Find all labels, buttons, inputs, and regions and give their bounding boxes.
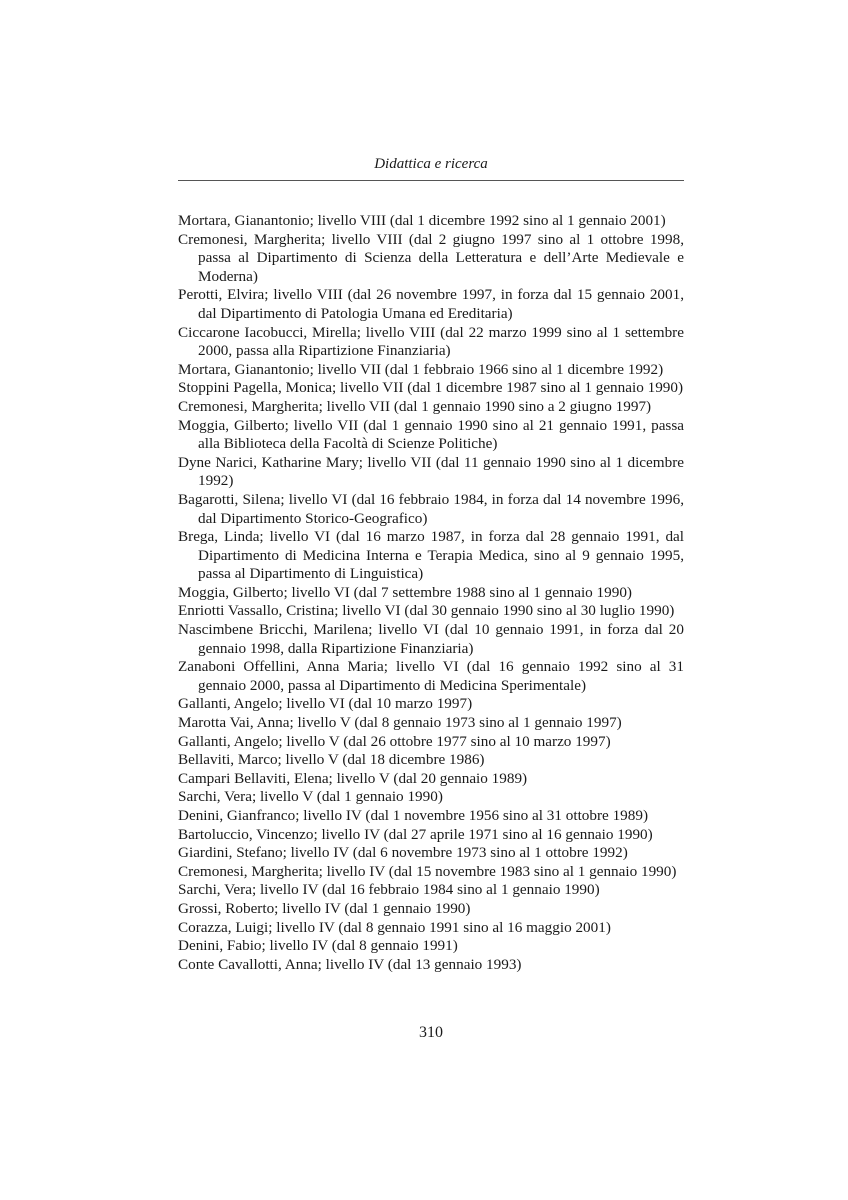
list-item: Moggia, Gilberto; livello VII (dal 1 gennaio 1990 sino al 21 gennaio 1991, passa alla Biblioteca della Facoltà di Scienze Politiche): [178, 416, 684, 453]
list-item: Mortara, Gianantonio; livello VII (dal 1 febbraio 1966 sino al 1 dicembre 1992): [178, 360, 664, 378]
list-item: Nascimbene Bricchi, Marilena; livello VI (dal 10 gennaio 1991, in forza dal 20 gennaio 1998, dalla Ripartizione Finanziaria): [178, 621, 684, 657]
list-item: Grossi, Roberto; livello IV (dal 1 gennaio 1990): [178, 899, 471, 917]
list-item: Mortara, Gianantonio; livello VIII (dal 1 dicembre 1992 sino al 1 gennaio 2001): [178, 212, 666, 229]
list-item: Giardini, Stefano; livello IV (dal 6 novembre 1973 sino al 1 ottobre 1992): [178, 844, 628, 862]
list-item: Stoppini Pagella, Monica; livello VII (dal 1 dicembre 1987 sino al 1 gennaio 1990): [178, 379, 684, 397]
page-number: 310: [419, 1024, 443, 1041]
list-item: Cremonesi, Margherita; livello VIII (dal 2 giugno 1997 sino al 1 ottobre 1998, passa al Dipartimento di Scienza della Letteratura e dell’Arte Medievale e Moderna): [178, 230, 684, 285]
header-rule: [178, 180, 684, 181]
list-item: Denini, Gianfranco; livello IV (dal 1 novembre 1956 sino al 31 ottobre 1989): [178, 807, 649, 824]
list-item: Cremonesi, Margherita; livello IV (dal 15 novembre 1983 sino al 1 gennaio 1990): [178, 862, 677, 880]
list-item: Bartoluccio, Vincenzo; livello IV (dal 27 aprile 1971 sino al 16 gennaio 1990): [178, 825, 653, 843]
list-item: Denini, Fabio; livello IV (dal 8 gennaio 1991): [178, 937, 458, 955]
list-item: Gallanti, Angelo; livello VI (dal 10 marzo 1997): [178, 695, 473, 713]
list-item: Conte Cavallotti, Anna; livello IV (dal 13 gennaio 1993): [178, 955, 522, 973]
list-item: Cremonesi, Margherita; livello VII (dal 1 gennaio 1990 sino a 2 giugno 1997): [178, 397, 652, 415]
list-item: Corazza, Luigi; livello IV (dal 8 gennaio 1991 sino al 16 maggio 2001): [178, 918, 611, 936]
staff-entry-list: [178, 212, 684, 974]
list-item: Campari Bellaviti, Elena; livello V (dal 20 gennaio 1989): [178, 769, 528, 787]
list-item: Bellaviti, Marco; livello V (dal 18 dicembre 1986): [178, 751, 485, 769]
list-item: Dyne Narici, Katharine Mary; livello VII (dal 11 gennaio 1990 sino al 1 dicembre 1992): [178, 453, 684, 490]
list-item: Perotti, Elvira; livello VIII (dal 26 novembre 1997, in forza dal 15 gennaio 2001, dal Dipartimento di Patologia Umana ed Ereditaria): [178, 286, 684, 322]
list-item: Sarchi, Vera; livello IV (dal 16 febbraio 1984 sino al 1 gennaio 1990): [178, 881, 600, 899]
list-item: Moggia, Gilberto; livello VI (dal 7 settembre 1988 sino al 1 gennaio 1990): [178, 583, 632, 601]
running-head-title: Didattica e ricerca: [374, 156, 488, 172]
list-item: Enriotti Vassallo, Cristina; livello VI (dal 30 gennaio 1990 sino al 30 luglio 1990): [178, 602, 675, 620]
list-item: Sarchi, Vera; livello V (dal 1 gennaio 1990): [178, 788, 443, 806]
list-item: Ciccarone Iacobucci, Mirella; livello VIII (dal 22 marzo 1999 sino al 1 settembre 2000, passa alla Ripartizione Finanziaria): [178, 323, 684, 360]
list-item: Zanaboni Offellini, Anna Maria; livello VI (dal 16 gennaio 1992 sino al 31 gennaio 2000, passa al Dipartimento di Medicina Sperimentale): [178, 658, 684, 694]
list-item: Marotta Vai, Anna; livello V (dal 8 gennaio 1973 sino al 1 gennaio 1997): [178, 714, 622, 732]
list-item: Bagarotti, Silena; livello VI (dal 16 febbraio 1984, in forza dal 14 novembre 1996, dal Dipartimento Storico-Geografico): [178, 490, 684, 527]
list-item: Brega, Linda; livello VI (dal 16 marzo 1987, in forza dal 28 gennaio 1991, dal Dipartimento di Medicina Interna e Terapia Medica, sino al 9 gennaio 1995, passa al Dipartimento di Linguistica): [178, 528, 684, 583]
list-item: Gallanti, Angelo; livello V (dal 26 ottobre 1977 sino al 10 marzo 1997): [178, 732, 611, 750]
